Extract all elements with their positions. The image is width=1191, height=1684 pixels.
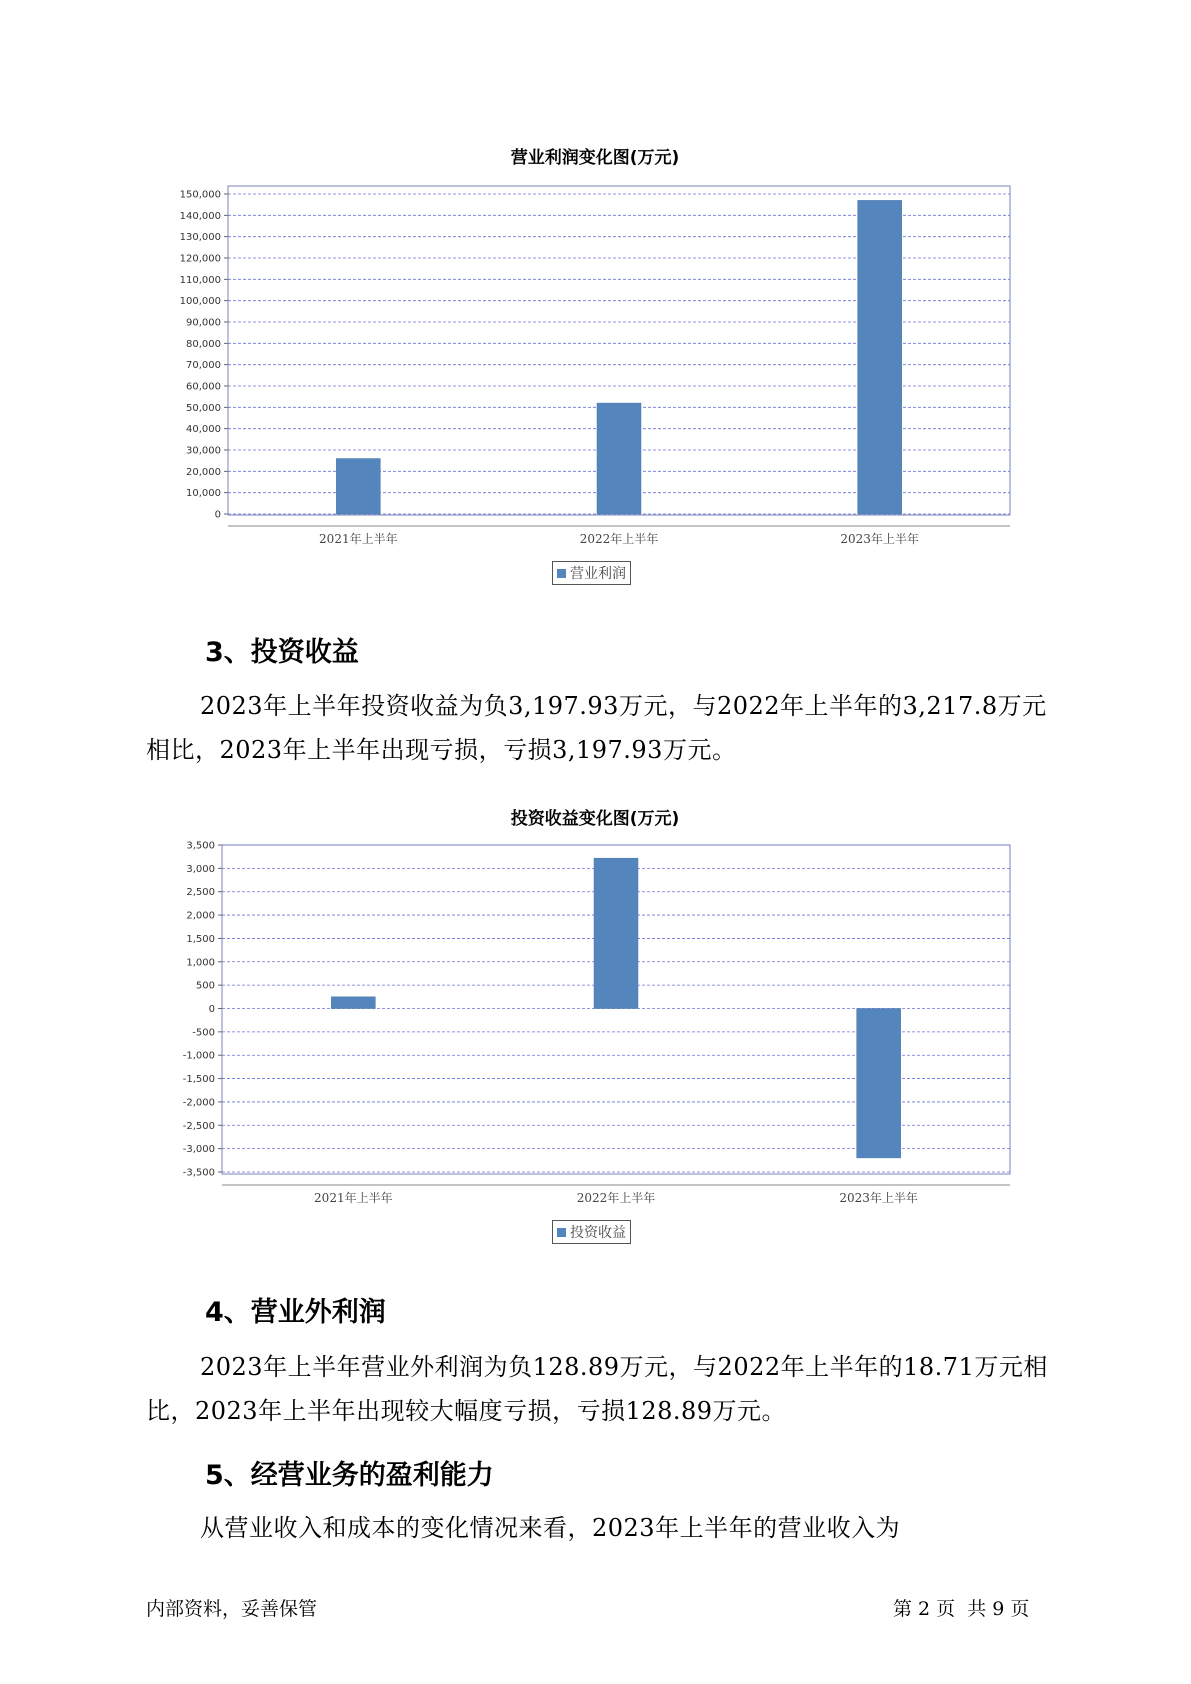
y-tick-label: 40,000 bbox=[186, 424, 221, 436]
legend-swatch bbox=[557, 569, 566, 578]
x-tick-label: 2023年上半年 bbox=[839, 1191, 918, 1205]
chart1-legend-label: 营业利润 bbox=[570, 566, 626, 582]
y-tick-label: 1,000 bbox=[186, 957, 215, 969]
y-tick-label: -3,500 bbox=[182, 1167, 215, 1179]
section4-paragraph: 2023年上半年营业外利润为负128.89万元，与2022年上半年的18.71万元相比，2023年上半年出现较大幅度亏损，亏损128.89万元。 bbox=[146, 1353, 1048, 1425]
x-tick-label: 2022年上半年 bbox=[579, 532, 659, 546]
y-tick-label: 0 bbox=[208, 1004, 215, 1015]
y-tick-label: 500 bbox=[195, 980, 215, 992]
legend-swatch bbox=[557, 1228, 566, 1237]
y-tick-label: 70,000 bbox=[186, 360, 221, 372]
x-tick-label: 2022年上半年 bbox=[576, 1191, 656, 1205]
y-tick-label: 0 bbox=[214, 509, 221, 521]
y-tick-label: 50,000 bbox=[186, 402, 221, 414]
bar bbox=[336, 459, 380, 514]
y-tick-label: 110,000 bbox=[179, 274, 221, 286]
y-tick-label: 130,000 bbox=[179, 232, 221, 244]
x-tick-label: 2023年上半年 bbox=[840, 532, 919, 546]
chart2-legend bbox=[552, 1220, 631, 1244]
x-tick-label: 2021年上半年 bbox=[314, 1191, 393, 1205]
y-tick-label: 20,000 bbox=[186, 466, 221, 478]
y-tick-label: 30,000 bbox=[186, 445, 221, 457]
plot-frame bbox=[222, 845, 1010, 1174]
chart1-legend bbox=[552, 561, 631, 585]
y-tick-label: 90,000 bbox=[186, 317, 221, 329]
bar bbox=[597, 403, 641, 514]
plot-frame bbox=[228, 186, 1010, 515]
y-tick-label: 3,500 bbox=[186, 840, 215, 852]
y-tick-label: 140,000 bbox=[179, 210, 221, 222]
y-tick-label: 100,000 bbox=[179, 296, 221, 308]
y-tick-label: 60,000 bbox=[186, 381, 221, 393]
y-tick-label: 3,000 bbox=[186, 863, 215, 875]
y-tick-label: 2,000 bbox=[186, 910, 215, 922]
chart2-legend-label: 投资收益 bbox=[570, 1225, 626, 1241]
y-tick-label: 10,000 bbox=[186, 488, 221, 500]
bar bbox=[331, 997, 375, 1009]
y-tick-label: -1,500 bbox=[182, 1074, 215, 1086]
y-tick-label: -500 bbox=[192, 1027, 215, 1039]
chart1-title: 营业利润变化图(万元) bbox=[510, 148, 680, 168]
section5-paragraph: 从营业收入和成本的变化情况来看，2023年上半年的营业收入为 bbox=[200, 1514, 901, 1542]
y-tick-label: 150,000 bbox=[179, 189, 221, 201]
y-tick-label: -2,000 bbox=[182, 1097, 215, 1109]
bar bbox=[858, 200, 902, 514]
chart2-title: 投资收益变化图(万元) bbox=[510, 809, 680, 829]
y-tick-label: -1,000 bbox=[182, 1050, 215, 1062]
y-tick-label: -2,500 bbox=[182, 1120, 215, 1132]
footer-left: 内部资料，妥善保管 bbox=[146, 1598, 318, 1620]
x-tick-label: 2021年上半年 bbox=[319, 532, 398, 546]
y-tick-label: 2,500 bbox=[186, 887, 215, 899]
y-tick-label: 80,000 bbox=[186, 338, 221, 350]
y-tick-label: -3,000 bbox=[182, 1144, 215, 1156]
section3-paragraph: 2023年上半年投资收益为负3,197.93万元，与2022年上半年的3,217.8万元相比，2023年上半年出现亏损，亏损3,197.93万元。 bbox=[146, 692, 1047, 764]
bar bbox=[857, 1009, 901, 1158]
footer-page-number: 第 2 页 共 9 页 bbox=[893, 1598, 1030, 1620]
y-tick-label: 1,500 bbox=[186, 933, 215, 945]
section3-heading: 3、投资收益 bbox=[205, 637, 359, 668]
section5-heading: 5、经营业务的盈利能力 bbox=[205, 1460, 494, 1491]
y-tick-label: 120,000 bbox=[179, 253, 221, 265]
section4-heading: 4、营业外利润 bbox=[205, 1297, 386, 1328]
bar bbox=[594, 858, 638, 1008]
